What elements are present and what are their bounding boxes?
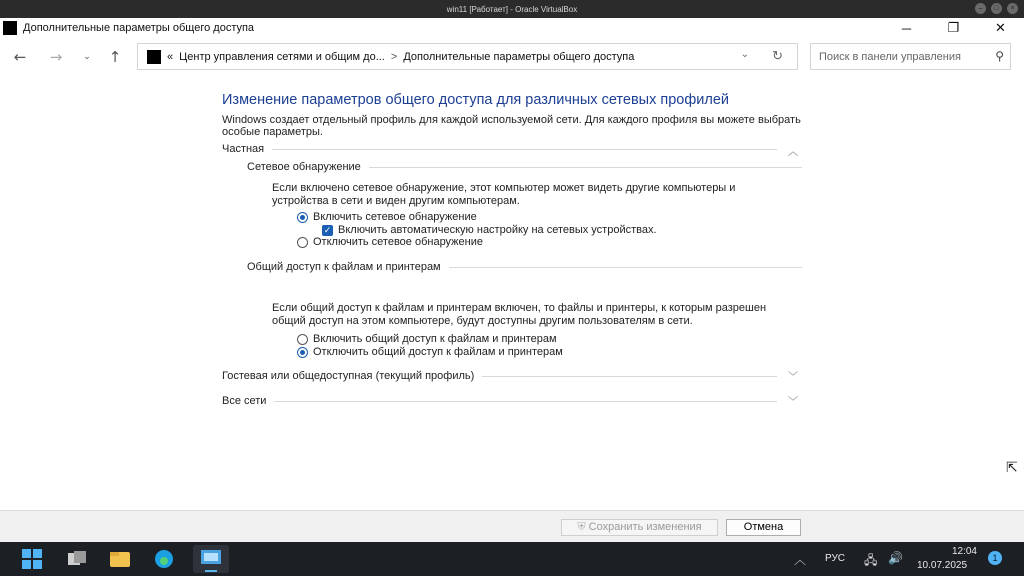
radio-selected-icon[interactable] — [297, 212, 308, 223]
control-panel-taskbar-icon[interactable] — [193, 545, 229, 573]
page-heading: Изменение параметров общего доступа для различных сетевых профилей — [222, 92, 729, 108]
cancel-label[interactable]: Отмена — [743, 521, 784, 533]
network-icon[interactable]: 🖧 — [864, 553, 878, 567]
subsection-divider — [369, 167, 802, 168]
radio-selected-icon[interactable] — [297, 347, 308, 358]
taskbar — [0, 542, 1024, 576]
discovery-text: Если включено сетевое обнаружение, этот компьютер может видеть другие компьютеры и устройства в сети и виден другим компьютерам. — [272, 182, 736, 207]
chevron-up-icon[interactable]: ︿ — [788, 147, 798, 158]
clock-date[interactable]: 10.07.2025 — [917, 560, 968, 571]
section-all-networks[interactable] — [222, 395, 777, 407]
address-overflow-chevrons[interactable]: « — [167, 50, 174, 63]
file-sharing-label: Общий доступ к файлам и принтерам — [247, 261, 441, 273]
save-changes-label[interactable]: Сохранить изменения — [588, 521, 702, 533]
refresh-icon[interactable]: ↻ — [772, 48, 783, 63]
checkbox-checked-icon[interactable]: ✓ — [323, 224, 332, 235]
save-changes-button[interactable] — [561, 519, 718, 536]
clock-time[interactable]: 12:04 — [951, 546, 977, 557]
start-windows-icon[interactable] — [21, 549, 43, 569]
radio-unselected-icon[interactable] — [297, 334, 308, 345]
restore-button[interactable]: ❐ — [947, 20, 960, 35]
file-explorer-icon[interactable] — [109, 549, 131, 569]
checkbox-auto-setup[interactable] — [322, 224, 657, 236]
section-divider — [482, 376, 777, 377]
radio-sharing-off[interactable] — [297, 346, 563, 358]
radio-sharing-on-label[interactable]: Включить общий доступ к файлам и принтерам — [313, 333, 557, 345]
subsection-discovery — [247, 161, 802, 173]
page-description: Windows создает отдельный профиль для каждой используемой сети. Для каждого профиля вы можете выбрать особые параметры. — [222, 114, 801, 138]
section-private[interactable] — [222, 143, 777, 155]
breadcrumb-advanced-sharing[interactable]: Дополнительные параметры общего доступа — [403, 50, 635, 63]
radio-discovery-off-label[interactable]: Отключить сетевое обнаружение — [313, 236, 483, 248]
radio-sharing-on[interactable] — [297, 333, 557, 345]
section-all-label[interactable]: Все сети — [222, 395, 267, 407]
close-button[interactable]: ✕ — [995, 20, 1006, 35]
breadcrumb-separator[interactable]: > — [390, 50, 398, 63]
footer-bar — [0, 510, 1024, 542]
radio-sharing-off-label[interactable]: Отключить общий доступ к файлам и принтерам — [313, 346, 563, 358]
radio-discovery-on[interactable] — [297, 211, 477, 223]
section-divider — [272, 149, 777, 150]
notification-badge[interactable]: 1 — [988, 551, 1002, 565]
subsection-file-sharing — [247, 261, 802, 273]
recent-locations-chevron-icon[interactable]: ⌄ — [83, 52, 91, 62]
vbox-minimize-icon[interactable]: – — [975, 3, 986, 14]
subsection-divider — [449, 267, 802, 268]
up-arrow-icon[interactable]: ↑ — [108, 48, 122, 66]
shield-icon: ⛨ — [577, 521, 586, 533]
tray-overflow-chevron-icon[interactable]: ︿ — [794, 553, 807, 567]
address-location-icon — [147, 50, 161, 64]
window-titlebar — [0, 18, 1024, 38]
volume-icon[interactable]: 🔊 — [888, 551, 903, 565]
window-title: Дополнительные параметры общего доступа — [23, 22, 255, 34]
checkbox-auto-setup-label[interactable]: Включить автоматическую настройку на сетевых устройствах. — [338, 224, 657, 236]
section-divider — [274, 401, 777, 402]
section-guest[interactable] — [222, 370, 777, 382]
section-private-label[interactable]: Частная — [222, 143, 265, 155]
search-input[interactable]: Поиск в панели управления — [819, 50, 961, 63]
radio-unselected-icon[interactable] — [297, 237, 308, 248]
address-bar[interactable] — [137, 43, 798, 70]
back-arrow-icon[interactable]: ← — [13, 48, 27, 66]
search-box[interactable] — [810, 43, 1011, 70]
language-indicator[interactable]: РУС — [825, 553, 846, 564]
vbox-titlebar — [0, 0, 1024, 18]
file-sharing-text: Если общий доступ к файлам и принтерам включен, то файлы и принтеры, к которым разрешен общий доступ на этом компьютере, будут доступны другим пользователям в сети. — [272, 302, 767, 327]
task-view-icon[interactable] — [66, 549, 88, 569]
search-icon[interactable]: ⚲ — [995, 49, 1004, 63]
control-panel-window — [0, 18, 1024, 542]
discovery-label: Сетевое обнаружение — [247, 161, 361, 173]
minimize-button[interactable]: ─ — [901, 20, 912, 36]
chevron-down-icon[interactable]: ﹀ — [788, 397, 798, 408]
address-dropdown-icon[interactable]: ⌄ — [740, 49, 749, 60]
breadcrumb-network-center[interactable]: Центр управления сетями и общим до... — [179, 50, 385, 63]
cancel-button[interactable] — [726, 519, 801, 536]
chevron-down-icon[interactable]: ﹀ — [788, 372, 798, 383]
control-panel-icon — [3, 21, 17, 35]
vbox-title: win11 [Работает] - Oracle VirtualBox — [446, 4, 578, 14]
vbox-close-icon[interactable]: × — [1007, 3, 1018, 14]
vbox-restore-icon[interactable]: □ — [991, 3, 1002, 14]
edge-browser-icon[interactable] — [153, 549, 175, 569]
section-guest-label[interactable]: Гостевая или общедоступная (текущий профиль) — [222, 370, 475, 382]
navigation-bar — [0, 42, 1024, 72]
radio-discovery-on-label[interactable]: Включить сетевое обнаружение — [313, 211, 477, 223]
radio-discovery-off[interactable] — [297, 236, 483, 248]
forward-arrow-icon[interactable]: → — [49, 48, 63, 66]
mouse-cursor-icon: ⇱ — [1006, 460, 1018, 476]
